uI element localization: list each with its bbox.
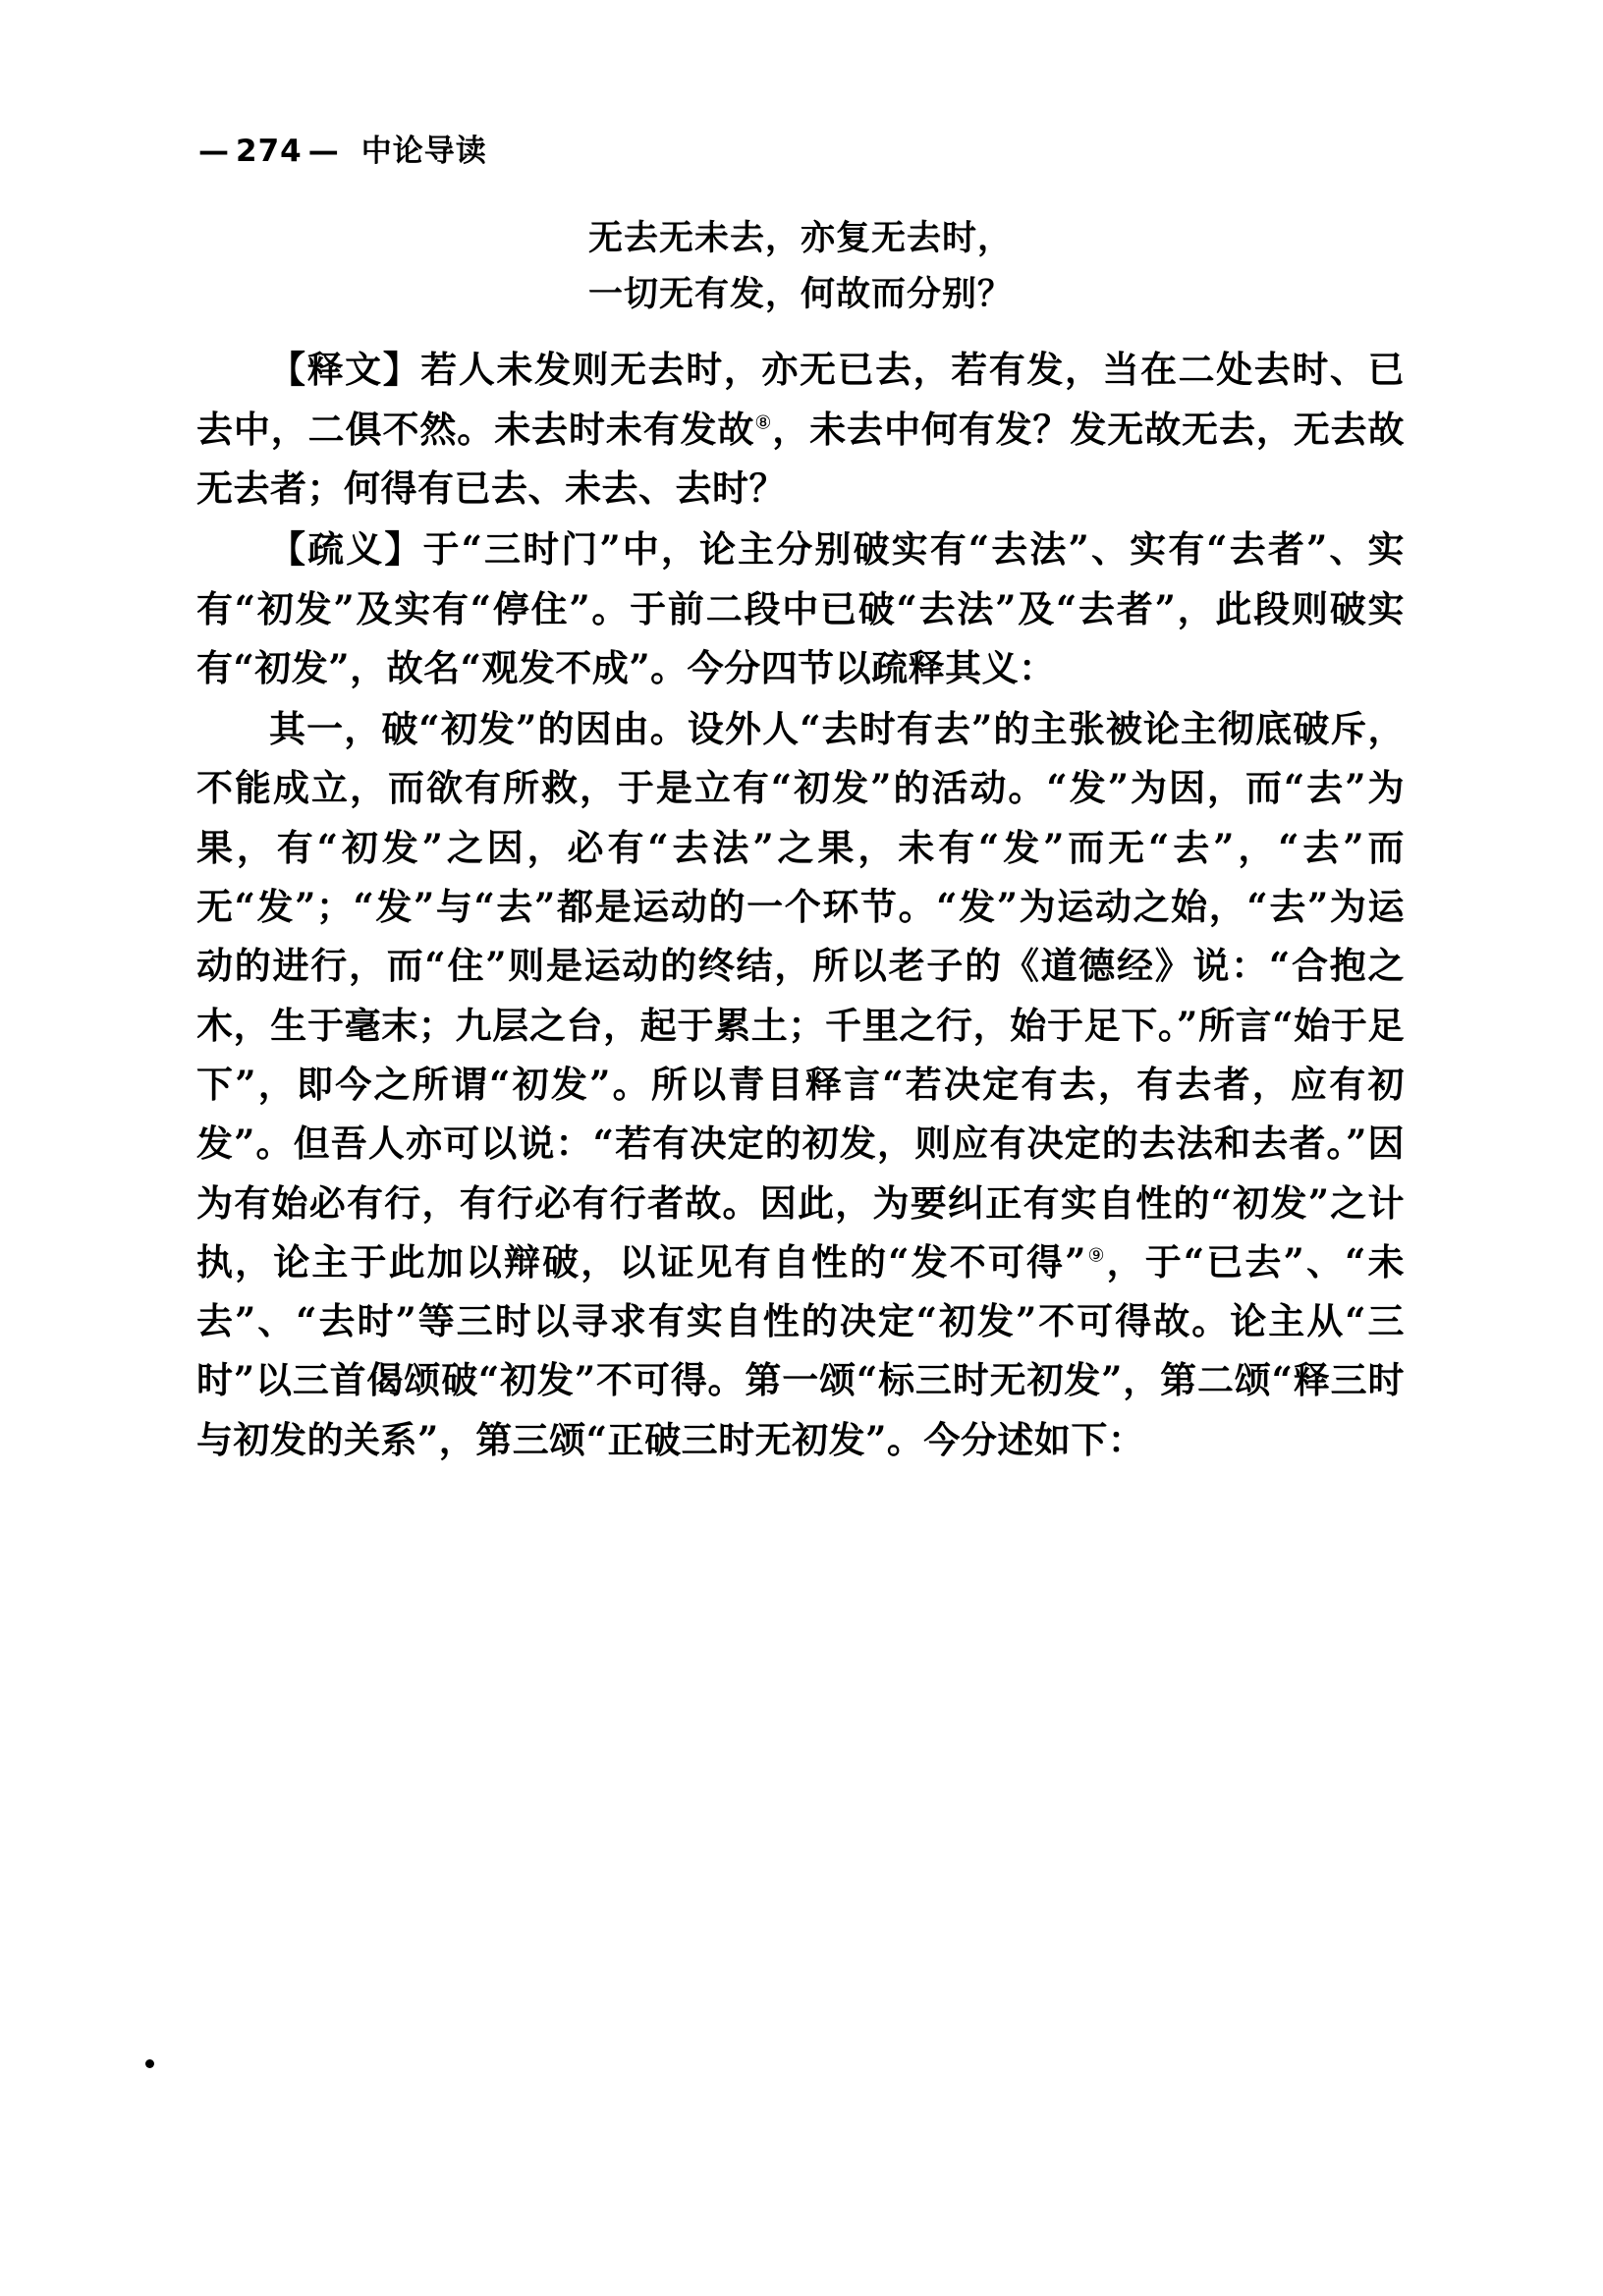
paragraph-qiyi (196, 699, 1405, 1469)
paragraph-shiwen-text: 【释文】若人未发则无去时，亦无已去，若有发，当在二处去时、已去中，二俱不然。未去时未有发故 (196, 348, 1405, 451)
paragraph-shiwen (196, 340, 1405, 518)
paragraph-shiwen-text-after: ，未去中何有发？发无故无去，无去故无去者；何得有已去、未去、去时？ (196, 407, 1406, 510)
margin-dot-mark (145, 2059, 154, 2068)
header-dash-right: — (307, 134, 340, 169)
page-header (193, 126, 487, 170)
paragraph-qiyi-text-after: ，于“已去”、“未去”、“去时”等三时以寻求有实自性的决定“初发”不可得故。论主从“三时”以三首偈颂破“初发”不可得。第一颂“标三时无初发”，第二颂“释三时与初发的关系”，第三颂“正破三时无初发”。今分述如下： (196, 1239, 1405, 1461)
paragraph-shuyi (196, 519, 1405, 697)
verse-line-2: 一切无有发，何故而分别？ (587, 274, 1013, 314)
paragraph-shuyi-text: 【疏义】于“三时门”中，论主分别破实有“去法”、实有“去者”、实有“初发”及实有“停住”。于前二段中已破“去法”及“去者”，此段则破实有“初发”，故名“观发不成”。今分四节以疏释其义： (196, 527, 1405, 689)
book-title: 中论导读 (360, 134, 487, 169)
header-dash-left: — (198, 134, 230, 169)
page-content (196, 211, 1405, 1471)
footnote-marker-8: ⑧ (754, 411, 773, 434)
verse-block (196, 211, 1405, 322)
page-number: 274 (236, 134, 303, 169)
paragraph-qiyi-text: 其一，破“初发”的因由。设外人“去时有去”的主张被论主彻底破斥，不能成立，而欲有所救，于是立有“初发”的活动。“发”为因，而“去”为果，有“初发”之因，必有“去法”之果，未有“发”而无“去”，“去”而无“发”；“发”与“去”都是运动的一个环节。“发”为运动之始，“去”为运动的进行，而“住”则是运动的终结，所以老子的《道德经》说：“合抱之木，生于毫末；九层之台，起于累土；千里之行，始于足下。”所言“始于足下”，即今之所谓“初发”。所以青目释言“若决定有去，有去者，应有初发”。但吾人亦可以说：“若有决定的初发，则应有决定的去法和去者。”因为有始必有行，有行必有行者故。因此，为要纠正有实自性的“初发”之计执，论主于此加以辩破，以证见有自性的“发不可得” (196, 707, 1405, 1284)
verse-line-1: 无去无未去，亦复无去时， (587, 219, 1013, 258)
footnote-marker-9: ⑨ (1085, 1244, 1107, 1267)
